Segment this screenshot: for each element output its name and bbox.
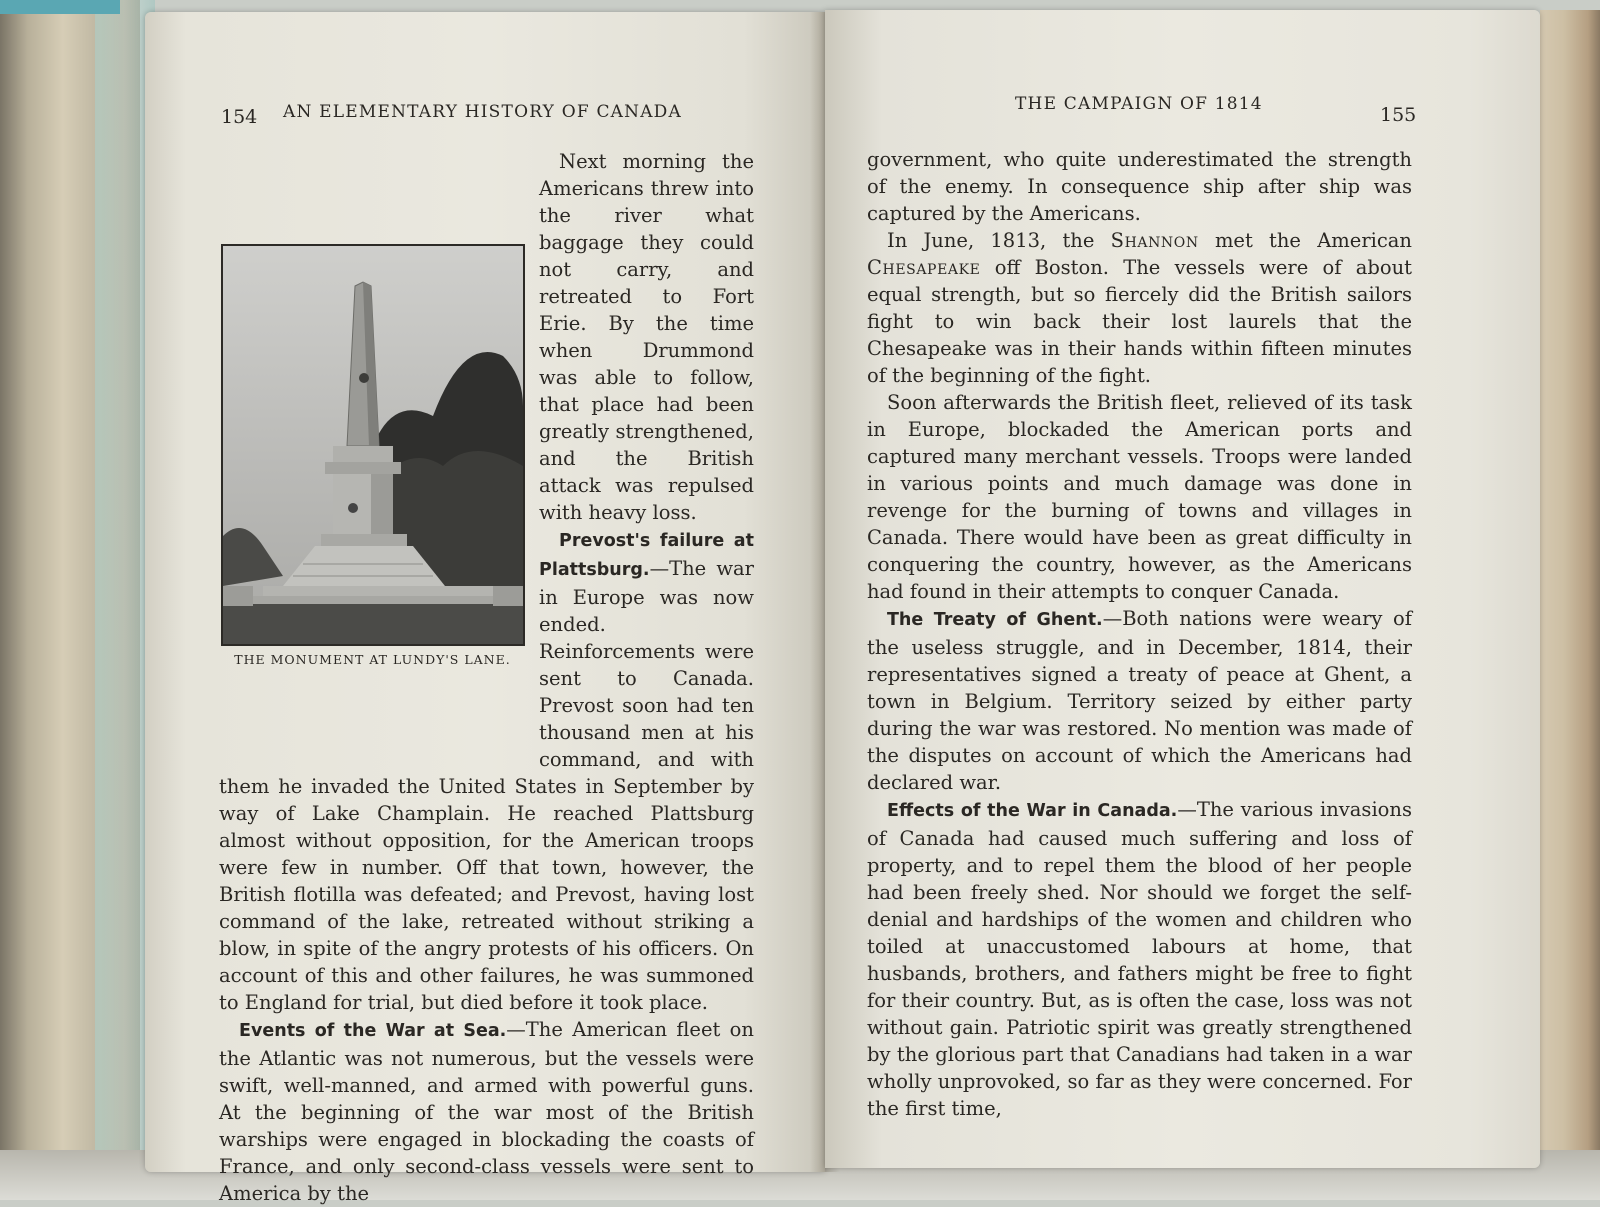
sea-paragraph [219, 1016, 754, 1207]
effects-heading: Effects of the War in Canada. [887, 801, 1178, 821]
left-running-head: AN ELEMENTARY HISTORY OF CANADA [283, 102, 682, 122]
figure-caption: THE MONUMENT AT LUNDY'S LANE. [234, 652, 511, 667]
ghent-text: —Both nations were weary of the useless struggle, and in December, 1814, their representatives signed a treaty of peace at Ghent, a town in Belgium. Territory seized by either party during the war was restored. No mention was made of the disputes on account of which the Americans had declared war. [867, 607, 1412, 794]
sea-heading: Events of the War at Sea. [239, 1021, 507, 1041]
shannon-text-3: off Boston. The vessels were of about equal strength, but so fiercely did the British sailors fight to win back their lost laurels that the Chesapeake was in their hands within fifteen minutes of the beginning of the fight. [867, 256, 1412, 387]
shannon-text-1: In June, 1813, the [887, 229, 1111, 252]
blue-book-edge [0, 0, 120, 14]
ghent-paragraph [867, 605, 1412, 796]
sea-text: —The American fleet on the Atlantic was not numerous, but the vessels were swift, well-manned, and armed with powerful guns. At the beginning of the war most of the British warships were engaged in blockading the coasts of France, and only second-class vessels were sent to America by the [219, 1018, 754, 1205]
effects-text: —The various invasions of Canada had caused much suffering and loss of property, and to repel them the blood of her people had been freely shed. Nor should we forget the self-denial and hardships of the women and children who toiled at unaccustomed labours at home, that husbands, brothers, and fathers might be free to fight for their country. But, as is often the case, loss was not without gain. Patriotic spirit was greatly strengthened by the glorious part that Canadians had taken in a war wholly unprovoked, so far as they were concerned. For the first time, [867, 798, 1412, 1120]
shannon-paragraph [867, 227, 1412, 389]
monument-photo [221, 244, 525, 646]
page-edges-right [1540, 10, 1600, 1180]
ghent-heading: The Treaty of Ghent. [887, 610, 1103, 630]
right-page [825, 10, 1540, 1168]
left-page [145, 12, 825, 1205]
monument-illustration [223, 246, 523, 644]
ship-name-shannon: Shannon [1110, 229, 1199, 252]
shannon-text-2: met the American [1198, 229, 1412, 252]
plattsburg-heading: Prevost's failure at Plattsburg. [539, 531, 754, 580]
effects-paragraph [867, 796, 1412, 1122]
right-text-block [867, 146, 1412, 1120]
ship-name-chesapeake: Chesapeake [867, 256, 981, 279]
left-page-number: 154 [221, 106, 258, 128]
right-page-number: 155 [1380, 104, 1417, 126]
fleet-paragraph: Soon afterwards the British fleet, relieved of its task in Europe, blockaded the American ports and captured many merchant vessels. Troops were landed in various points and much damage was done in revenge for the burning of towns and villages in Canada. There would have been as great difficulty in conquering the country, however, as the Americans had found in their attempts to conquer Canada. [867, 391, 1412, 603]
plattsburg-text: —The war in Europe was now ended. Reinforcements were sent to Canada. Prevost soon had ten thousand men at his command, and with them he invaded the United States in September by way of Lake Champlain. He reached Plattsburg almost without opposition, for the American troops were few in number. Off that town, however, the British flotilla was defeated; and Prevost, having lost command of the lake, retreated without striking a blow, in spite of the angry protests of his officers. On account of this and other failures, he was summoned to England for trial, but died before it took place. [219, 557, 754, 1014]
right-running-head: THE CAMPAIGN OF 1814 [1015, 94, 1263, 114]
continued-paragraph: government, who quite underestimated the strength of the enemy. In consequence ship after ship was captured by the Americans. [867, 148, 1412, 225]
intro-paragraph: Next morning the Americans threw into the river what baggage they could not carry, and retreated to Fort Erie. By the time when Drummond was able to follow, that place had been greatly strengthened, and the British attack was repulsed with heavy loss. [539, 150, 754, 524]
